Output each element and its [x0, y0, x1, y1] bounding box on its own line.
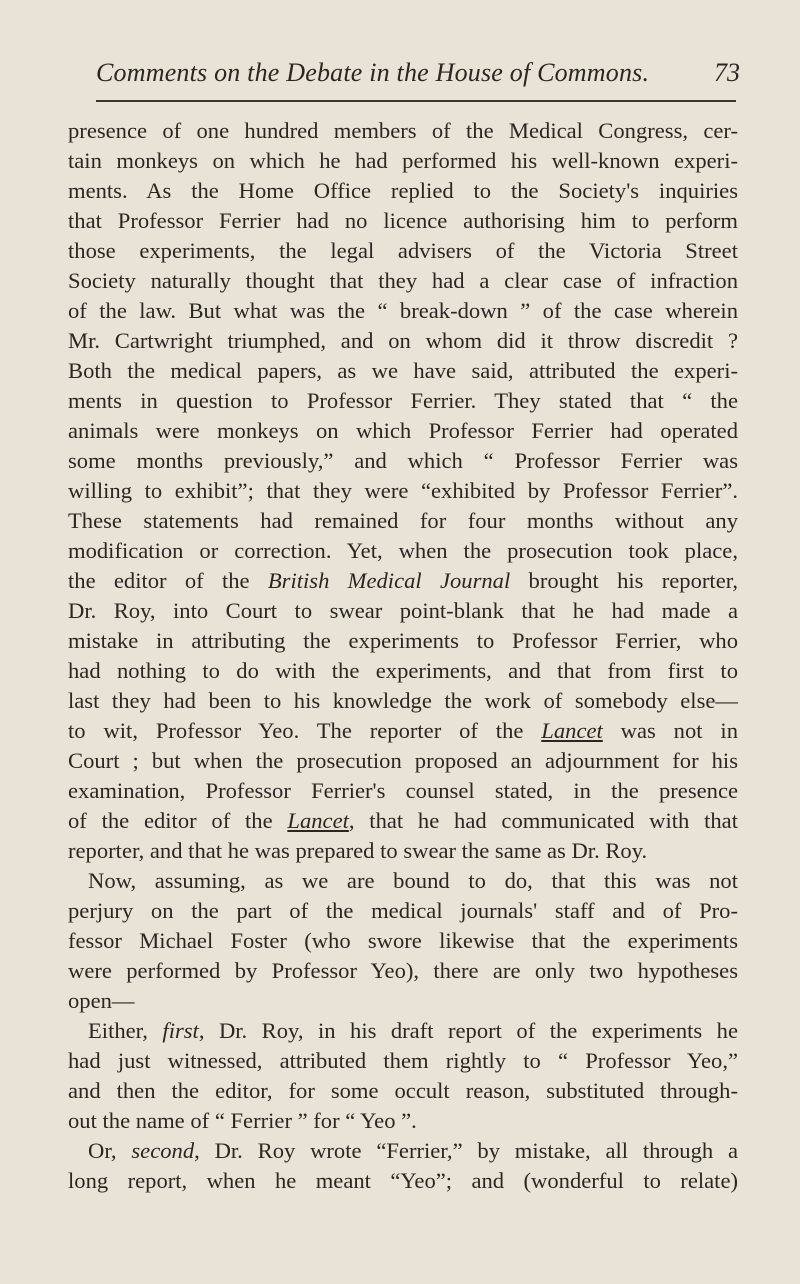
text-line — [68, 1016, 738, 1046]
text-line — [68, 1076, 738, 1106]
text-line — [68, 116, 738, 146]
text-line — [68, 866, 738, 896]
running-head — [96, 58, 740, 94]
line-text: These statements had remained for four months without any — [68, 508, 738, 533]
line-text: , that he had communicated with that — [348, 808, 738, 833]
line-text: tain monkeys on which he had performed his well-known experi- — [68, 148, 738, 173]
line-text: perjury on the part of the medical journals' staff and of Pro- — [68, 898, 738, 923]
text-line — [68, 146, 738, 176]
line-text: were performed by Professor Yeo), there are only two hypotheses — [68, 958, 738, 983]
line-text: Both the medical papers, as we have said, attributed the experi- — [68, 358, 738, 383]
line-text: to wit, Professor Yeo. The reporter of the — [68, 718, 542, 743]
text-line — [68, 326, 738, 356]
text-line — [68, 1046, 738, 1076]
line-text: long report, when he meant “Yeo”; and (wonderful to relate) — [68, 1168, 738, 1193]
line-text: Mr. Cartwright triumphed, and on whom did it throw discredit ? — [68, 328, 738, 353]
text-line — [68, 836, 738, 866]
text-line — [68, 776, 738, 806]
text-line — [68, 566, 738, 596]
line-text: Now, assuming, as we are bound to do, that this was not — [88, 868, 738, 893]
line-text: mistake in attributing the experiments to Professor Ferrier, who — [68, 628, 738, 653]
italic-title-text: Lancet — [541, 718, 603, 743]
line-text: had nothing to do with the experiments, and that from first to — [68, 658, 738, 683]
text-line — [68, 956, 738, 986]
italic-title-text: Lancet — [287, 808, 349, 833]
text-line — [68, 1136, 738, 1166]
line-text: animals were monkeys on which Professor Ferrier had operated — [68, 418, 738, 443]
text-line — [68, 476, 738, 506]
text-line — [68, 1166, 738, 1196]
line-text: Society naturally thought that they had a clear case of infraction — [68, 268, 738, 293]
text-line — [68, 536, 738, 566]
body-text — [68, 116, 738, 1196]
line-text: ments. As the Home Office replied to the Society's inquiries — [68, 178, 738, 203]
text-line — [68, 506, 738, 536]
line-text: was not in — [602, 718, 738, 743]
text-line — [68, 716, 738, 746]
line-text: out the name of “ Ferrier ” for “ Yeo ”. — [68, 1108, 417, 1133]
line-text: modification or correction. Yet, when the prosecution took place, — [68, 538, 738, 563]
line-text: Or, — [88, 1138, 132, 1163]
text-line — [68, 266, 738, 296]
line-text: reporter, and that he was prepared to swear the same as Dr. Roy. — [68, 838, 648, 863]
header-rule — [96, 100, 736, 102]
text-line — [68, 626, 738, 656]
text-line — [68, 686, 738, 716]
italic-title-text: first — [162, 1018, 199, 1043]
line-text: examination, Professor Ferrier's counsel stated, in the presence — [68, 778, 738, 803]
line-text: , Dr. Roy, in his draft report of the experiments he — [198, 1018, 738, 1043]
line-text: willing to exhibit”; that they were “exhibited by Professor Ferrier”. — [68, 478, 738, 503]
line-text: , Dr. Roy wrote “Ferrier,” by mistake, all through a — [194, 1138, 738, 1163]
italic-title-text: British Medical Journal — [267, 568, 511, 593]
line-text: Court ; but when the prosecution proposed an adjournment for his — [68, 748, 738, 773]
text-line — [68, 446, 738, 476]
line-text: Dr. Roy, into Court to swear point-blank that he had made a — [68, 598, 738, 623]
line-text: open— — [68, 988, 135, 1013]
italic-title-text: second — [131, 1138, 195, 1163]
text-line — [68, 206, 738, 236]
line-text: fessor Michael Foster (who swore likewise that the experiments — [68, 928, 738, 953]
text-line — [68, 746, 738, 776]
line-text: some months previously,” and which “ Professor Ferrier was — [68, 448, 738, 473]
line-text: brought his reporter, — [510, 568, 738, 593]
line-text: that Professor Ferrier had no licence authorising him to perform — [68, 208, 738, 233]
line-text: of the law. But what was the “ break-down ” of the case wherein — [68, 298, 738, 323]
text-line — [68, 806, 738, 836]
text-line — [68, 386, 738, 416]
text-line — [68, 896, 738, 926]
text-line — [68, 416, 738, 446]
line-text: of the editor of the — [68, 808, 288, 833]
line-text: those experiments, the legal advisers of the Victoria Street — [68, 238, 738, 263]
text-line — [68, 356, 738, 386]
text-line — [68, 236, 738, 266]
line-text: last they had been to his knowledge the work of somebody else— — [68, 688, 738, 713]
text-line — [68, 926, 738, 956]
line-text: the editor of the — [68, 568, 268, 593]
line-text: had just witnessed, attributed them rightly to “ Professor Yeo,” — [68, 1048, 738, 1073]
text-line — [68, 656, 738, 686]
line-text: Either, — [88, 1018, 163, 1043]
page-number: 73 — [714, 58, 740, 87]
running-title: Comments on the Debate in the House of Commons. — [96, 58, 650, 87]
text-line — [68, 596, 738, 626]
line-text: presence of one hundred members of the Medical Congress, cer- — [68, 118, 738, 143]
text-line — [68, 1106, 738, 1136]
text-line — [68, 176, 738, 206]
line-text: and then the editor, for some occult reason, substituted through- — [68, 1078, 738, 1103]
text-line — [68, 986, 738, 1016]
text-line — [68, 296, 738, 326]
line-text: ments in question to Professor Ferrier. They stated that “ the — [68, 388, 738, 413]
